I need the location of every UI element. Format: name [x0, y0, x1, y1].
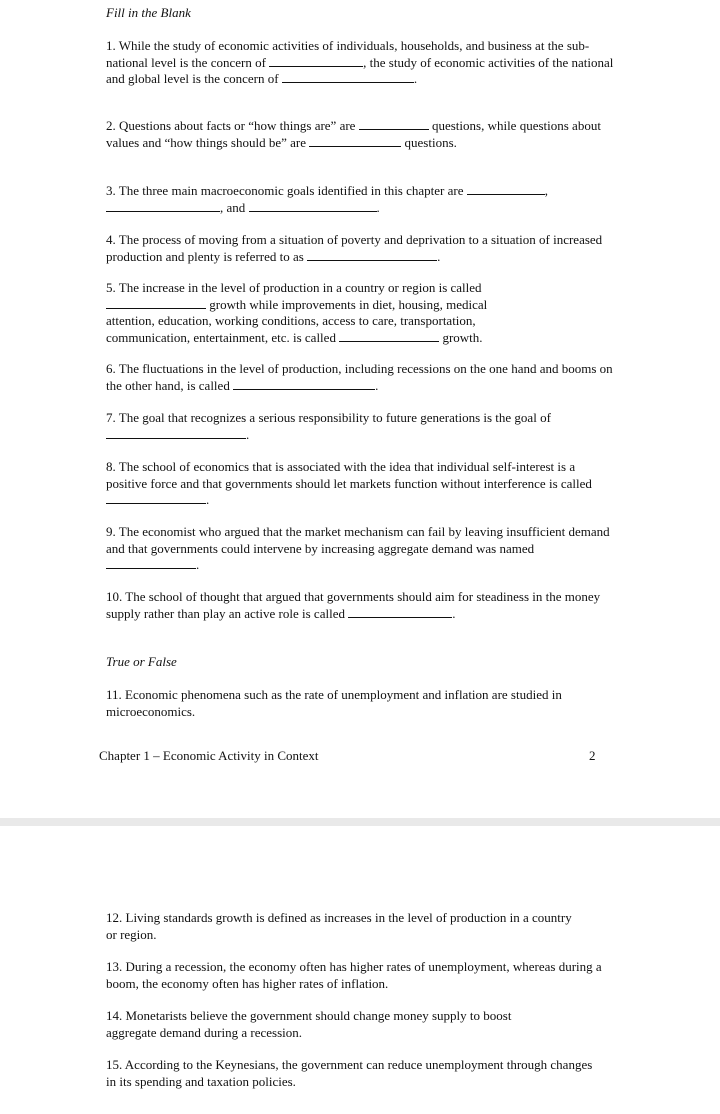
question-5-line-4: [106, 330, 616, 347]
question-8-text-a: 8. The school of economics that is associated with the idea that individual self-interest is a positive force and that governments should let markets function without interference is called: [106, 459, 592, 491]
answer-blank[interactable]: [233, 378, 375, 390]
question-5-line-2: [106, 297, 616, 314]
answer-blank[interactable]: [309, 135, 401, 147]
answer-blank[interactable]: [467, 183, 545, 195]
true-false-heading: True or False: [106, 654, 177, 669]
question-7-text-b: .: [246, 426, 250, 442]
question-2-text-b: questions, while questions about values and “how things should be” are: [106, 118, 601, 150]
question-7-line-1: 7. The goal that recognizes a serious responsibility to future generations is the goal of: [106, 410, 551, 425]
fill-in-blank-heading: Fill in the Blank: [106, 5, 191, 20]
question-11: 11. Economic phenomena such as the rate of unemployment and inflation are studied in microeconomics.: [106, 687, 562, 719]
question-1: [106, 38, 616, 88]
answer-blank[interactable]: [339, 330, 439, 342]
question-5: [106, 280, 616, 346]
question-1-text-a: 1. While the study of economic activities of individuals, households, and business at the sub-national level is the concern of: [106, 38, 590, 70]
answer-blank[interactable]: [106, 200, 220, 212]
answer-blank[interactable]: [269, 55, 363, 67]
question-3-text-c: , and: [220, 199, 249, 215]
question-12: 12. Living standards growth is defined as increases in the level of production in a country or region.: [106, 910, 572, 942]
answer-blank[interactable]: [307, 249, 437, 261]
question-5-text-e: growth.: [439, 329, 483, 345]
question-9-text-b: .: [196, 557, 200, 572]
footer-page-number: 2: [589, 748, 596, 763]
question-3-text-d: .: [376, 199, 380, 215]
question-9-text-a: 9. The economist who argued that the market mechanism can fail by leaving insufficient demand and that governments could intervene by increasing aggregate demand was named: [106, 524, 610, 556]
question-10: [106, 589, 616, 622]
question-8-text-b: .: [206, 492, 210, 507]
question-6-text-b: .: [375, 377, 379, 393]
question-6-text-a: 6. The fluctuations in the level of production, including recessions on the one hand and booms on the other hand, is called: [106, 361, 613, 393]
document-page-2: [0, 826, 720, 1114]
question-8: [106, 459, 616, 509]
question-5-text-d: communication, entertainment, etc. is called: [106, 329, 340, 345]
question-5-line-1: 5. The increase in the level of production in a country or region is called: [106, 280, 482, 295]
question-15: 15. According to the Keynesians, the government can reduce unemployment through changes in its spending and taxation policies.: [106, 1057, 593, 1089]
question-14: 14. Monetarists believe the government should change money supply to boost aggregate demand during a recession.: [106, 1008, 512, 1040]
question-5-line-3: attention, education, working conditions, access to care, transportation,: [106, 313, 476, 328]
question-3-text-a: 3. The three main macroeconomic goals identified in this chapter are: [106, 183, 467, 198]
question-10-text-b: .: [452, 605, 456, 621]
question-4-text-b: .: [437, 248, 441, 264]
question-3: [106, 183, 616, 216]
question-9: [106, 524, 616, 574]
answer-blank[interactable]: [106, 297, 206, 309]
question-5-text-b: growth while improvements in diet, housing, medical: [206, 296, 488, 312]
answer-blank[interactable]: [106, 427, 246, 439]
question-7-line-2: [106, 427, 616, 444]
footer-chapter-title: Chapter 1 – Economic Activity in Context: [99, 748, 319, 763]
answer-blank[interactable]: [106, 492, 206, 504]
answer-blank[interactable]: [282, 71, 414, 83]
question-1-text-b: , the study of economic activities of the national and global level is the concern of: [106, 54, 614, 86]
question-4-text-a: 4. The process of moving from a situation of poverty and deprivation to a situation of increased production and plenty is referred to as: [106, 232, 603, 264]
question-4: [106, 232, 616, 265]
question-3-text-b: ,: [544, 183, 548, 198]
answer-blank[interactable]: [348, 606, 452, 618]
question-2-text-a: 2. Questions about facts or “how things are” are: [106, 118, 359, 133]
answer-blank[interactable]: [249, 200, 377, 212]
answer-blank[interactable]: [106, 557, 196, 569]
question-10-text-a: 10. The school of thought that argued that governments should aim for steadiness in the money supply rather than play an active role is called: [106, 589, 601, 621]
question-7: [106, 410, 616, 443]
question-2-text-c: questions.: [401, 134, 457, 150]
question-6: [106, 361, 616, 394]
question-2: [106, 118, 616, 151]
question-1-text-c: .: [413, 71, 418, 86]
question-13: 13. During a recession, the economy often has higher rates of unemployment, whereas during a boom, the economy often has higher rates of inflation.: [106, 959, 602, 991]
answer-blank[interactable]: [359, 118, 429, 130]
